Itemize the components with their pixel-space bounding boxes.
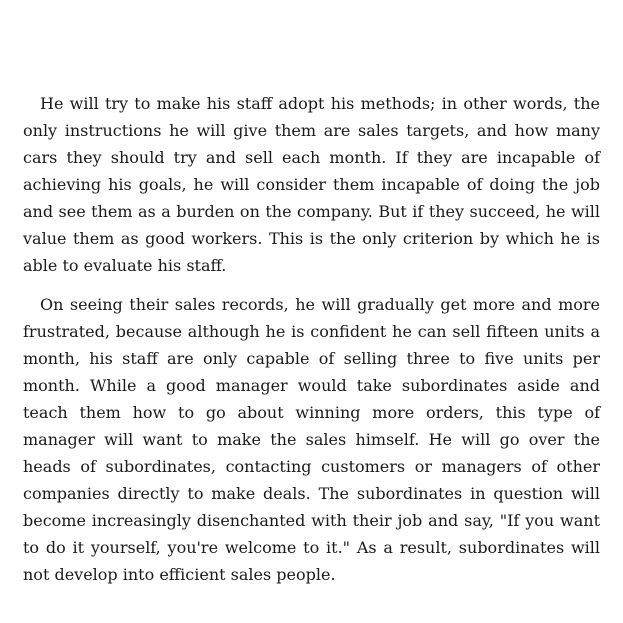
page-body: [23, 90, 600, 588]
paragraph-2: On seeing their sales records, he will gradually get more and more frustrated, because although he is confident he can sell fifteen units a month, his staff are only capable of selling three to five units per month. While a good manager would take subordinates aside and teach them how to go about winning more orders, this type of manager will want to make the sales himself. He will go over the heads of subordinates, contacting customers or managers of other companies directly to make deals. The subordinates in question will become increasingly disenchanted with their job and say, "If you want to do it yourself, you're welcome to it." As a result, subordinates will not develop into efficient sales people.: [23, 295, 600, 584]
paragraph-1: He will try to make his staff adopt his methods; in other words, the only instructions he will give them are sales targets, and how many cars they should try and sell each month. If they are incapable of achieving his goals, he will consider them incapable of doing the job and see them as a burden on the company. But if they succeed, he will value them as good workers. This is the only criterion by which he is able to evaluate his staff.: [23, 94, 600, 275]
